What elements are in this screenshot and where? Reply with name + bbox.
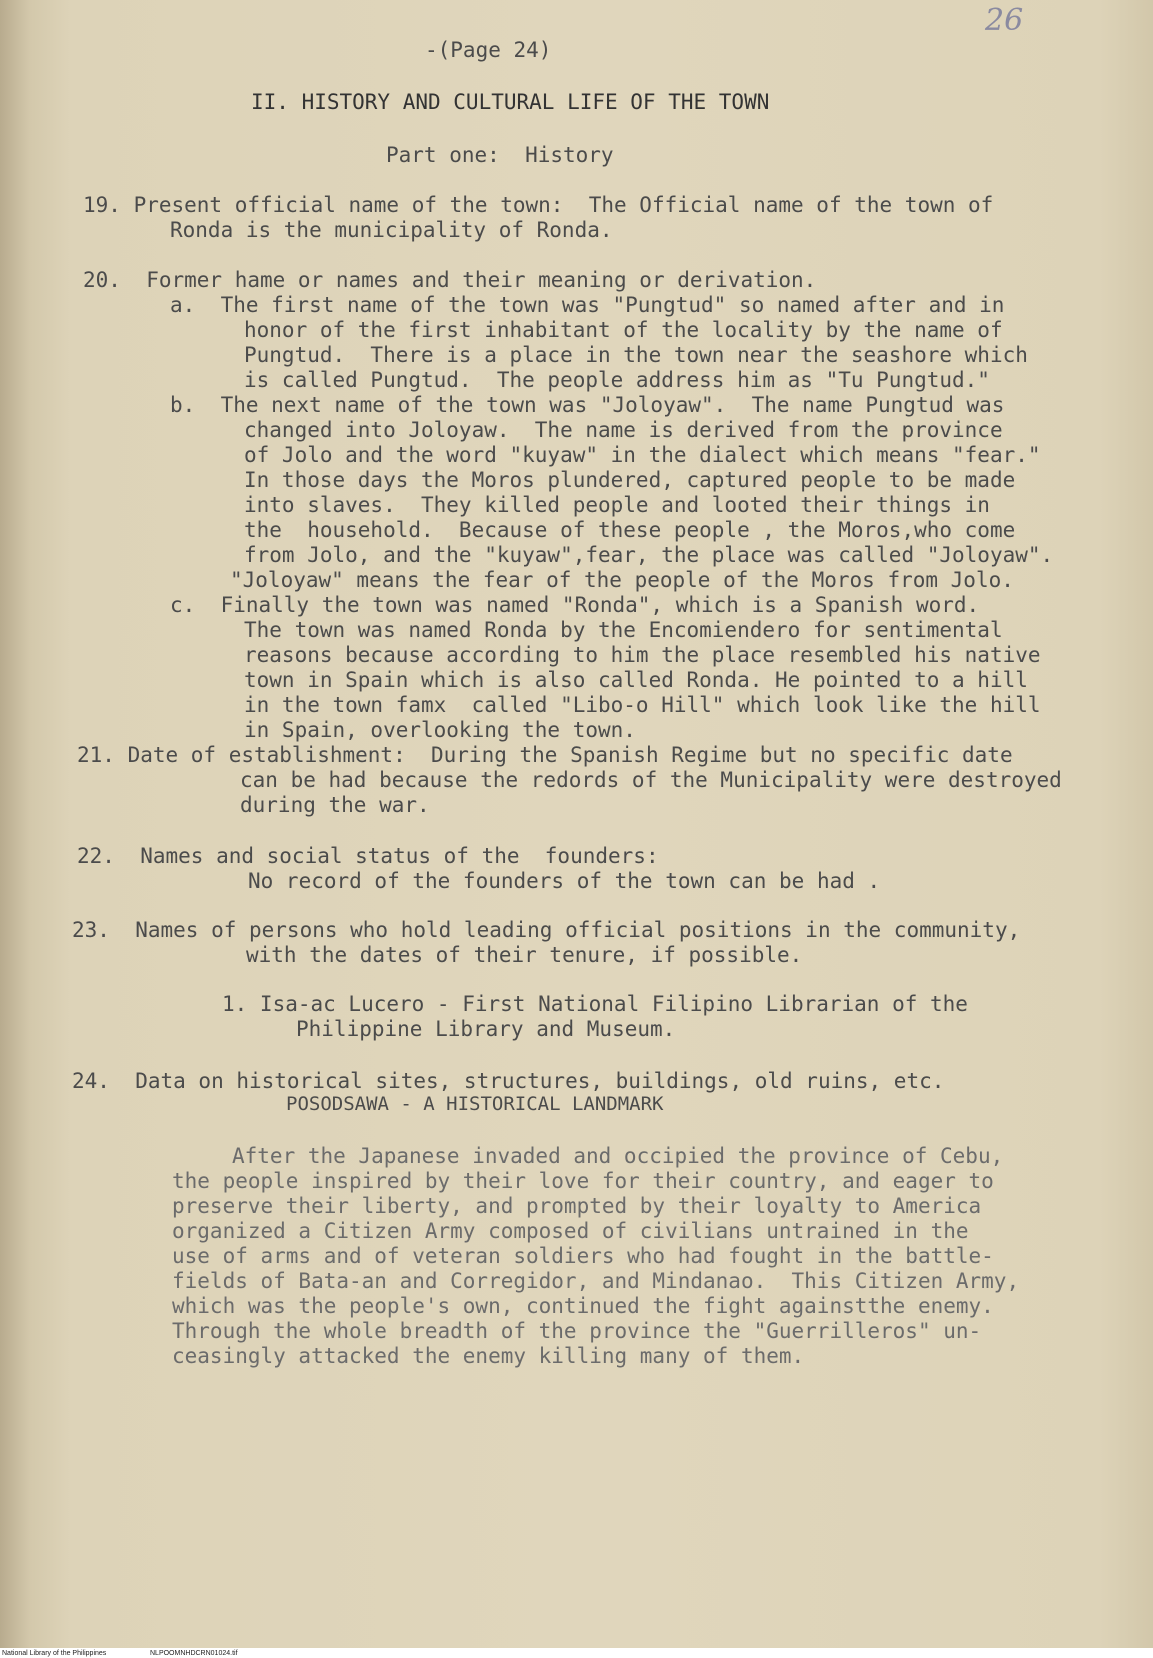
- item-23-entry: Philippine Library and Museum.: [296, 1017, 676, 1041]
- item-24-paragraph-line: use of arms and of veteran soldiers who had fought in the battle-: [172, 1244, 994, 1268]
- item-24-paragraph-line: After the Japanese invaded and occipied the province of Cebu,: [232, 1144, 1004, 1168]
- item-20a-line: a. The first name of the town was "Pungtud" so named after and in: [170, 293, 1005, 317]
- item-20b-line: "Joloyaw" means the fear of the people of the Moros from Jolo.: [230, 568, 1014, 592]
- item-22-body: No record of the founders of the town can be had .: [248, 869, 881, 893]
- item-24-paragraph-line: preserve their liberty, and prompted by their loyalty to America: [172, 1194, 982, 1218]
- item-24-paragraph-line: ceasingly attacked the enemy killing many of them.: [172, 1344, 805, 1368]
- item-23-line: 23. Names of persons who hold leading official positions in the community,: [72, 918, 1021, 942]
- item-20b-line: In those days the Moros plundered, captured people to be made: [244, 468, 1016, 492]
- item-24-subheading: POSODSAWA - A HISTORICAL LANDMARK: [286, 1093, 664, 1115]
- item-23-line: with the dates of their tenure, if possible.: [246, 943, 803, 967]
- item-20a-line: honor of the first inhabitant of the locality by the name of: [244, 318, 1003, 342]
- item-20c-line: town in Spain which is also called Ronda. He pointed to a hill: [244, 668, 1028, 692]
- handwritten-page-number: 26: [985, 3, 1024, 38]
- item-20b-line: from Jolo, and the "kuyaw",fear, the place was called "Joloyaw".: [244, 543, 1054, 567]
- item-20-heading: 20. Former hame or names and their meaning or derivation.: [83, 268, 817, 292]
- item-20b-line: b. The next name of the town was "Joloyaw". The name Pungtud was: [170, 393, 1005, 417]
- item-21-line: 21. Date of establishment: During the Spanish Regime but no specific date: [77, 743, 1013, 767]
- section-title: II. HISTORY AND CULTURAL LIFE OF THE TOWN: [251, 90, 770, 114]
- item-21-line: can be had because the redords of the Municipality were destroyed: [240, 768, 1062, 792]
- item-20c-line: in the town famx called "Libo-o Hill" which look like the hill: [244, 693, 1041, 717]
- item-20c-line: reasons because according to him the place resembled his native: [244, 643, 1041, 667]
- item-20b-line: of Jolo and the word "kuyaw" in the dialect which means "fear.": [244, 443, 1041, 467]
- item-20b-line: into slaves. They killed people and looted their things in: [244, 493, 990, 517]
- item-20b-line: changed into Joloyaw. The name is derived from the province: [244, 418, 1003, 442]
- footer-library: National Library of the Philippines: [2, 1650, 107, 1657]
- item-21-line: during the war.: [240, 793, 430, 817]
- item-20a-line: Pungtud. There is a place in the town near the seashore which: [244, 343, 1028, 367]
- item-24-paragraph-line: fields of Bata-an and Corregidor, and Mindanao. This Citizen Army,: [172, 1269, 1020, 1293]
- item-23-entry: 1. Isa-ac Lucero - First National Filipino Librarian of the: [222, 992, 968, 1016]
- footer-file: NLPOOMNHDCRN01024.tif: [150, 1650, 238, 1657]
- item-24-heading: 24. Data on historical sites, structures, buildings, old ruins, etc.: [72, 1069, 945, 1093]
- part-title: Part one: History: [386, 143, 614, 167]
- item-24-paragraph-line: Through the whole breadth of the province the "Guerrilleros" un-: [172, 1319, 982, 1343]
- item-20c-line: c. Finally the town was named "Ronda", which is a Spanish word.: [170, 593, 980, 617]
- item-19-line-2: Ronda is the municipality of Ronda.: [170, 218, 613, 242]
- item-20a-line: is called Pungtud. The people address him as "Tu Pungtud.": [244, 368, 990, 392]
- item-20c-line: in Spain, overlooking the town.: [244, 718, 636, 742]
- item-20b-line: the household. Because of these people , the Moros,who come: [244, 518, 1016, 542]
- item-19-line-1: 19. Present official name of the town: The Official name of the town of: [83, 193, 994, 217]
- page-marker: -(Page 24): [425, 38, 552, 62]
- item-24-paragraph-line: the people inspired by their love for their country, and eager to: [172, 1169, 994, 1193]
- item-24-paragraph-line: which was the people's own, continued the fight againstthe enemy.: [172, 1294, 994, 1318]
- item-24-paragraph-line: organized a Citizen Army composed of civilians untrained in the: [172, 1219, 969, 1243]
- item-20c-line: The town was named Ronda by the Encomiendero for sentimental: [244, 618, 1003, 642]
- item-22-heading: 22. Names and social status of the founders:: [77, 844, 659, 868]
